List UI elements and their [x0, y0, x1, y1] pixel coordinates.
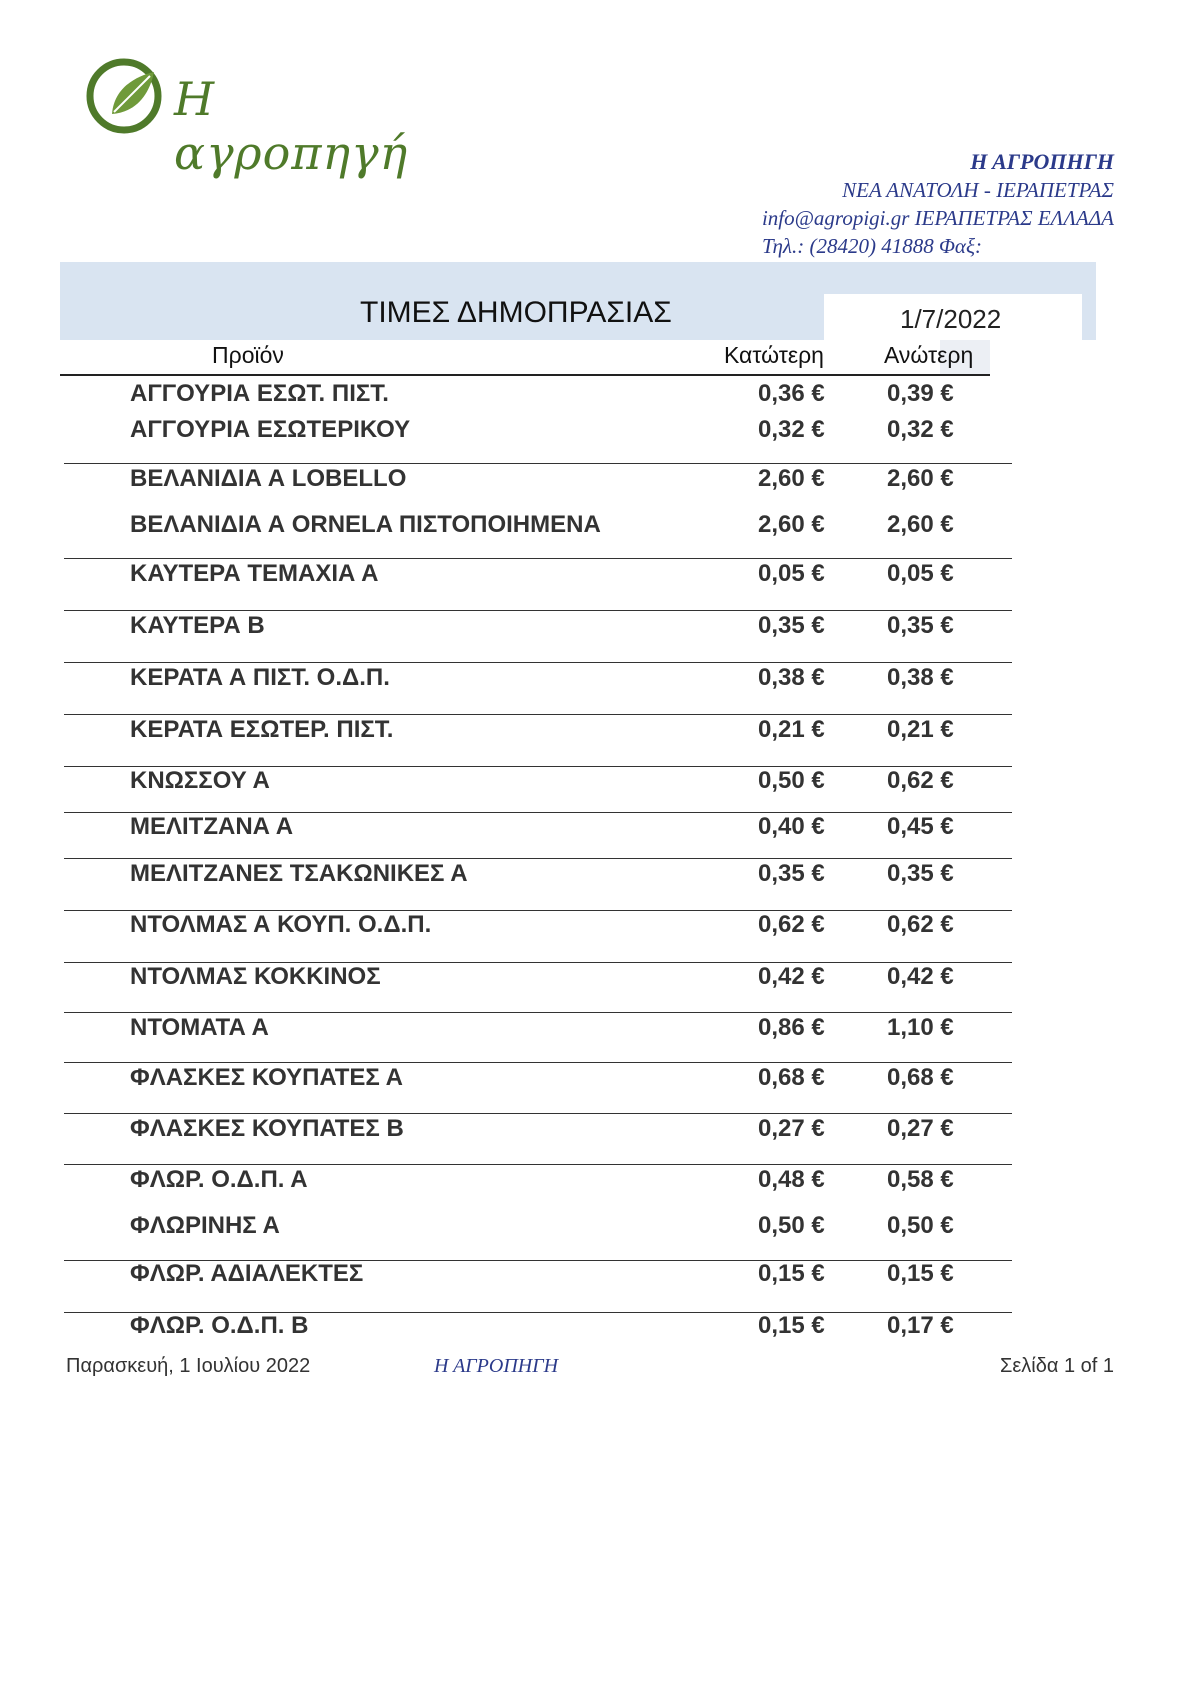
row-divider	[64, 962, 1012, 963]
logo-text: Η αγροπηγή	[174, 72, 409, 180]
product-name: ΦΛΑΣΚΕΣ ΚΟΥΠΑΤΕΣ Β	[130, 1115, 404, 1142]
footer-date: Παρασκευή, 1 Ιουλίου 2022	[66, 1355, 311, 1377]
company-logo	[84, 52, 409, 180]
row-divider	[64, 714, 1012, 715]
low-price: 0,21 €	[758, 716, 825, 743]
column-header-product: Προϊόν	[212, 342, 284, 368]
low-price: 0,50 €	[758, 767, 825, 794]
product-name: ΦΛΑΣΚΕΣ ΚΟΥΠΑΤΕΣ Α	[130, 1064, 403, 1091]
low-price: 0,50 €	[758, 1212, 825, 1239]
low-price: 0,86 €	[758, 1014, 825, 1041]
product-name: ΚΑΥΤΕΡΑ ΤΕΜΑΧΙΑ Α	[130, 560, 379, 587]
high-price: 0,21 €	[887, 716, 954, 743]
row-divider	[64, 910, 1012, 911]
product-name: ΜΕΛΙΤΖΑΝΑ Α	[130, 813, 294, 840]
high-price: 0,50 €	[887, 1212, 954, 1239]
high-price: 0,35 €	[887, 612, 954, 639]
high-price: 0,15 €	[887, 1260, 954, 1287]
company-address: ΝΕΑ ΑΝΑΤΟΛΗ - ΙΕΡΑΠΕΤΡΑΣ	[842, 178, 1114, 202]
low-price: 0,62 €	[758, 911, 825, 938]
high-price: 0,62 €	[887, 767, 954, 794]
high-price: 0,62 €	[887, 911, 954, 938]
row-divider	[64, 812, 1012, 813]
row-divider	[64, 1113, 1012, 1114]
row-divider	[64, 1062, 1012, 1063]
high-price: 1,10 €	[887, 1014, 954, 1041]
product-name: ΚΑΥΤΕΡΑ Β	[130, 612, 265, 639]
low-price: 0,27 €	[758, 1115, 825, 1142]
table-header	[60, 340, 990, 376]
low-price: 0,36 €	[758, 380, 825, 407]
product-name: ΝΤΟΛΜΑΣ Α ΚΟΥΠ. Ο.Δ.Π.	[130, 911, 432, 938]
company-name: Η ΑΓΡΟΠΗΓΗ	[970, 149, 1114, 174]
high-price: 0,38 €	[887, 664, 954, 691]
footer-company: Η ΑΓΡΟΠΗΓΗ	[434, 1355, 559, 1377]
low-price: 0,42 €	[758, 963, 825, 990]
low-price: 0,35 €	[758, 612, 825, 639]
high-price: 0,45 €	[887, 813, 954, 840]
product-name: ΜΕΛΙΤΖΑΝΕΣ ΤΣΑΚΩΝΙΚΕΣ Α	[130, 860, 468, 887]
product-name: ΚΕΡΑΤΑ Α ΠΙΣΤ. Ο.Δ.Π.	[130, 664, 390, 691]
row-divider	[64, 558, 1012, 559]
leaf-logo-icon	[84, 56, 172, 136]
product-name: ΑΓΓΟΥΡΙΑ ΕΣΩΤ. ΠΙΣΤ.	[130, 380, 389, 407]
low-price: 0,32 €	[758, 416, 825, 443]
company-info	[762, 148, 1114, 260]
low-price: 0,48 €	[758, 1166, 825, 1193]
company-email: info@agropigi.gr ΙΕΡΑΠΕΤΡΑΣ ΕΛΛΑΔΑ	[761, 206, 1114, 230]
product-name: ΝΤΟΜΑΤΑ Α	[130, 1014, 269, 1041]
column-header-high: Ανώτερη	[884, 342, 974, 368]
high-price: 0,68 €	[887, 1064, 954, 1091]
high-price: 2,60 €	[887, 465, 954, 492]
page-title: ΤΙΜΕΣ ΔΗΜΟΠΡΑΣΙΑΣ	[360, 296, 672, 329]
column-header-low: Κατώτερη	[724, 342, 824, 368]
row-divider	[64, 662, 1012, 663]
row-divider	[64, 463, 1012, 464]
high-price: 0,32 €	[887, 416, 954, 443]
product-name: ΚΕΡΑΤΑ ΕΣΩΤΕΡ. ΠΙΣΤ.	[130, 716, 394, 743]
low-price: 2,60 €	[758, 465, 825, 492]
product-name: ΒΕΛΑΝΙΔΙΑ Α LOBELLO	[130, 465, 407, 492]
product-name: ΑΓΓΟΥΡΙΑ ΕΣΩΤΕΡΙΚΟΥ	[130, 416, 411, 443]
row-divider	[64, 766, 1012, 767]
high-price: 0,39 €	[887, 380, 954, 407]
auction-date: 1/7/2022	[900, 304, 1002, 334]
product-name: ΒΕΛΑΝΙΔΙΑ Α ORNELA ΠΙΣΤΟΠΟΙΗΜΕΝΑ	[130, 511, 601, 538]
row-divider	[64, 858, 1012, 859]
product-name: ΦΛΩΡ. ΑΔΙΑΛΕΚΤΕΣ	[130, 1260, 364, 1287]
product-name: ΦΛΩΡ. Ο.Δ.Π. Β	[130, 1312, 309, 1339]
row-divider	[64, 1260, 1012, 1261]
high-price: 0,05 €	[887, 560, 954, 587]
footer-page-number: Σελίδα 1 of 1	[999, 1355, 1114, 1377]
product-name: ΝΤΟΛΜΑΣ ΚΟΚΚΙΝΟΣ	[130, 963, 381, 990]
company-phone: Τηλ.: (28420) 41888 Φαξ:	[761, 234, 982, 258]
low-price: 0,15 €	[758, 1260, 825, 1287]
row-divider	[64, 1164, 1012, 1165]
high-price: 0,58 €	[887, 1166, 954, 1193]
row-divider	[64, 1012, 1012, 1013]
low-price: 0,15 €	[758, 1312, 825, 1339]
high-price: 0,27 €	[887, 1115, 954, 1142]
high-price: 2,60 €	[887, 511, 954, 538]
low-price: 2,60 €	[758, 511, 825, 538]
row-divider	[64, 1312, 1012, 1313]
low-price: 0,68 €	[758, 1064, 825, 1091]
low-price: 0,38 €	[758, 664, 825, 691]
high-price: 0,17 €	[887, 1312, 954, 1339]
product-name: ΚΝΩΣΣΟΥ Α	[130, 767, 270, 794]
low-price: 0,05 €	[758, 560, 825, 587]
low-price: 0,35 €	[758, 860, 825, 887]
product-name: ΦΛΩΡΙΝΗΣ Α	[130, 1212, 280, 1239]
high-price: 0,35 €	[887, 860, 954, 887]
product-name: ΦΛΩΡ. Ο.Δ.Π. Α	[130, 1166, 308, 1193]
row-divider	[64, 610, 1012, 611]
high-price: 0,42 €	[887, 963, 954, 990]
low-price: 0,40 €	[758, 813, 825, 840]
